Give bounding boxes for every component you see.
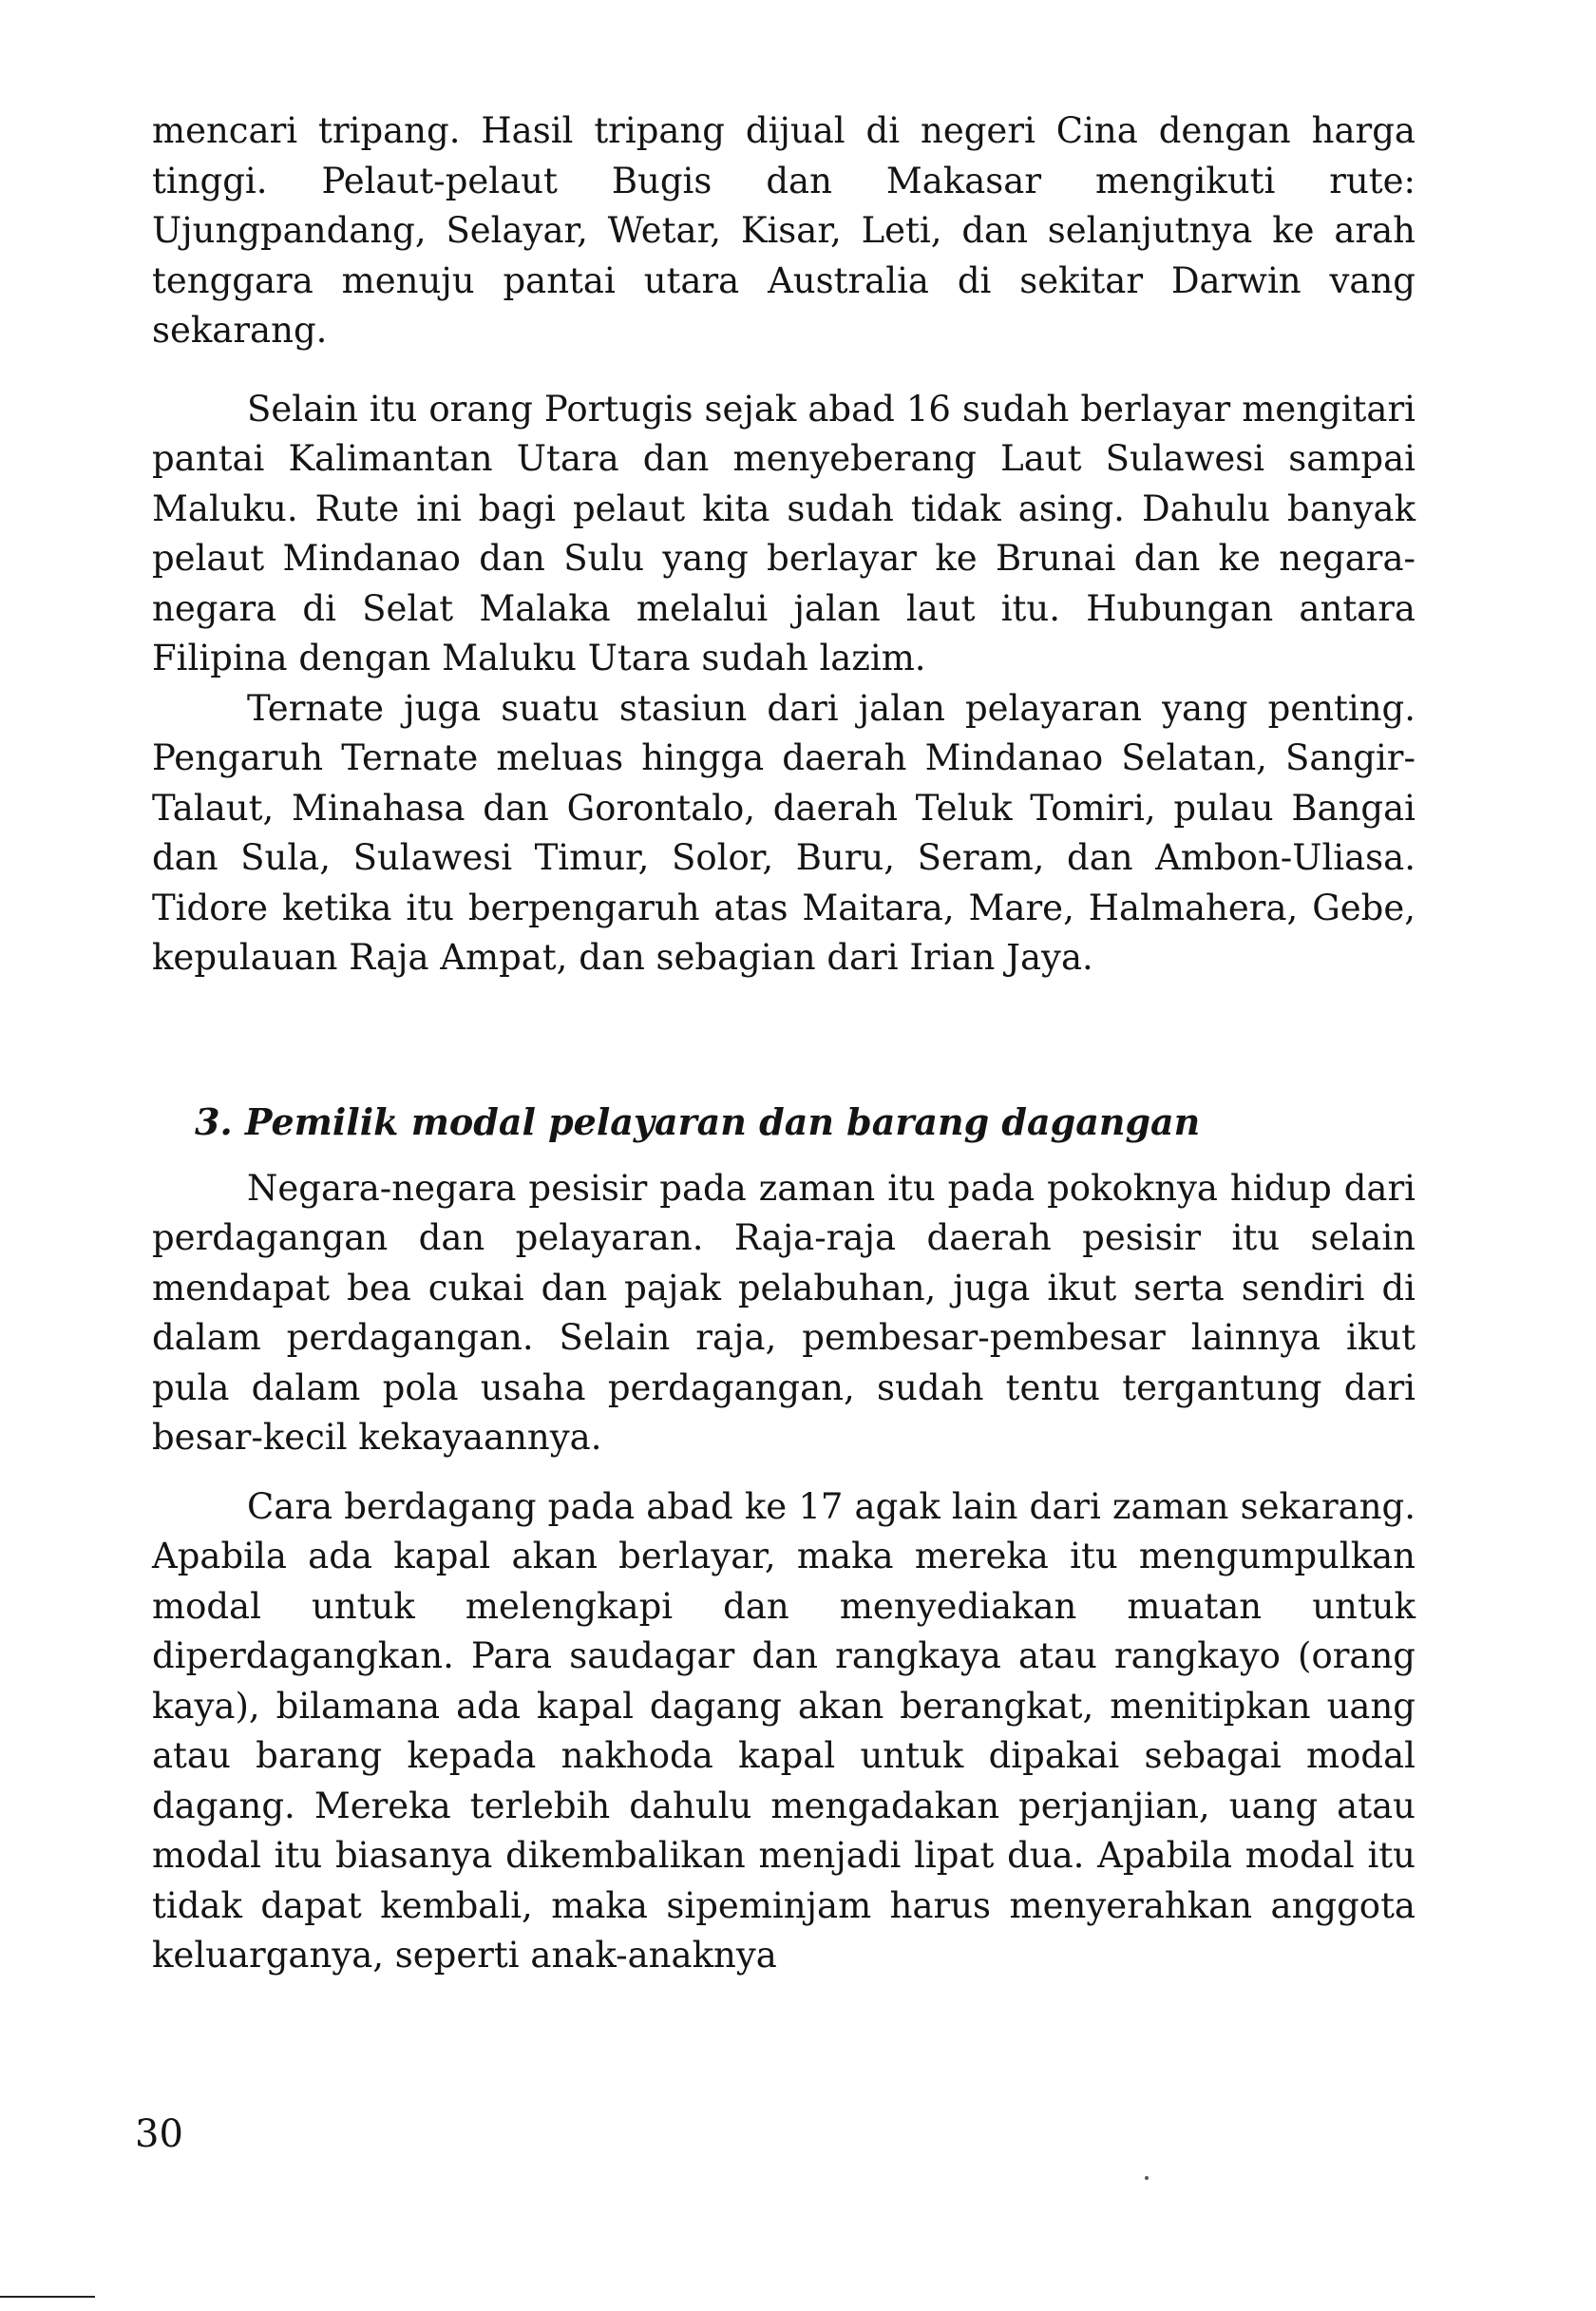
paragraph-negara-pesisir: Negara-negara pesisir pada zaman itu pada pokoknya hidup dari perdagangan dan pelayaran. Raja-raja daerah pesisir itu selain mendapat bea cukai dan pajak pelabuhan, juga ikut serta sendiri di dalam perdagangan. Selain raja, pembesar-pembesar lainnya ikut pula dalam pola usaha perdagangan, sudah tentu tergantung dari besar-kecil kekayaannya. [152,1167,1416,1458]
paragraph-portugis: Selain itu orang Portugis sejak abad 16 sudah berlayar mengitari pantai Kalimantan Utara dan menyeberang Laut Sulawesi sampai Maluku. Rute ini bagi pelaut kita sudah tidak asing. Dahulu banyak pelaut Mindanao dan Sulu yang berlayar ke Brunai dan ke negara-negara di Selat Malaka melalui jalan laut itu. Hubungan antara Filipina dengan Maluku Utara sudah lazim. [152,388,1416,678]
paragraph-route-bugis: mencari tripang. Hasil tripang dijual di negeri Cina dengan harga tinggi. Pelaut-pelaut Bugis dan Makasar mengikuti rute: Ujungpandang, Selayar, Wetar, Kisar, Leti, dan selanjutnya ke arah tenggara menuju pantai utara Australia di sekitar Darwin vang sekarang. [152,110,1416,351]
section-heading: 3. Pemilik modal pelayaran dan barang dagangan [195,1099,1201,1143]
scan-edge-rule [0,2296,95,2298]
paragraph-ternate: Ternate juga suatu stasiun dari jalan pelayaran yang penting. Pengaruh Ternate meluas hingga daerah Mindanao Selatan, Sangir-Talaut, Minahasa dan Gorontalo, daerah Teluk Tomiri, pulau Bangai dan Sula, Sulawesi Timur, Solor, Buru, Seram, dan Ambon-Uliasa. Tidore ketika itu berpengaruh atas Maitara, Mare, Halmahera, Gebe, kepulauan Raja Ampat, dan sebagian dari Irian Jaya. [152,687,1416,978]
scan-speck [1145,2176,1149,2180]
paragraph-cara-berdagang: Cara berdagang pada abad ke 17 agak lain dari zaman sekarang. Apabila ada kapal akan berlayar, maka mereka itu mengumpulkan modal untuk melengkapi dan menyediakan muatan untuk diperdagangkan. Para saudagar dan rangkaya atau rangkayo (orang kaya), bilamana ada kapal dagang akan berangkat, menitipkan uang atau barang kepada nakhoda kapal untuk dipakai sebagai modal dagang. Mereka terlebih dahulu mengadakan perjanjian, uang atau modal itu biasanya dikembalikan menjadi lipat dua. Apabila modal itu tidak dapat kembali, maka sipeminjam harus menyerahkan anggota keluarganya, seperti anak-anaknya [152,1485,1416,1976]
page-number: 30 [135,2112,183,2156]
page-body [152,106,1416,1981]
